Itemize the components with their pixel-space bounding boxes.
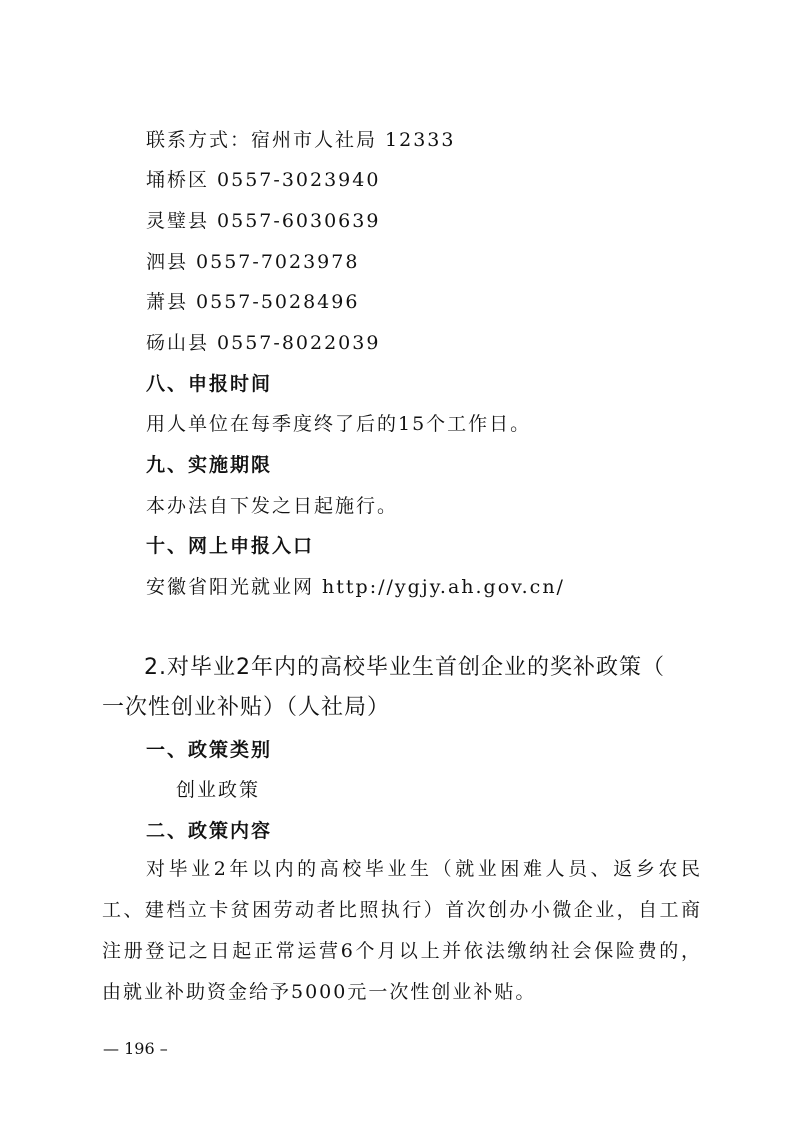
contact-line-lingbi: 灵璧县 0557-6030639 xyxy=(146,210,381,232)
section-8-body: 用人单位在每季度终了后的15个工作日。 xyxy=(146,413,532,435)
policy-2-section-2-heading: 二、政策内容 xyxy=(146,820,273,842)
contact-line-sixian: 泗县 0557-7023978 xyxy=(146,251,360,273)
policy-2-section-1-body: 创业政策 xyxy=(176,779,261,801)
contact-line-dangshan: 砀山县 0557-8022039 xyxy=(146,332,381,354)
policy-2-title-line-1: 2.对毕业2年内的高校毕业生首创企业的奖补政策（ xyxy=(144,655,665,680)
contact-line-yongqiao: 埇桥区 0557-3023940 xyxy=(146,169,381,191)
policy-2-section-2-body xyxy=(102,849,702,1013)
page-number: — 196 – xyxy=(103,1039,168,1058)
section-10-heading: 十、网上申报入口 xyxy=(146,535,315,557)
section-8-heading: 八、申报时间 xyxy=(146,373,273,395)
policy-2-section-1-heading: 一、政策类别 xyxy=(146,739,273,761)
section-9-heading: 九、实施期限 xyxy=(146,454,273,476)
section-10-body: 安徽省阳光就业网 http://ygjy.ah.gov.cn/ xyxy=(146,576,565,598)
contact-line-xiaoxian: 萧县 0557-5028496 xyxy=(146,291,360,313)
section-9-body: 本办法自下发之日起施行。 xyxy=(146,495,399,517)
policy-2-title xyxy=(102,648,702,728)
policy-2-section-2-paragraph: 对毕业2年以内的高校毕业生（就业困难人员、返乡农民工、建档立卡贫困劳动者比照执行）首次创办小微企业，自工商注册登记之日起正常运营6个月以上并依法缴纳社会保险费的，由就业补助资金给予5000元一次性创业补贴。 xyxy=(102,858,702,1003)
contact-main-line: 联系方式：宿州市人社局 12333 xyxy=(146,129,456,151)
policy-2-title-line-2: 一次性创业补贴）（人社局） xyxy=(102,695,391,720)
